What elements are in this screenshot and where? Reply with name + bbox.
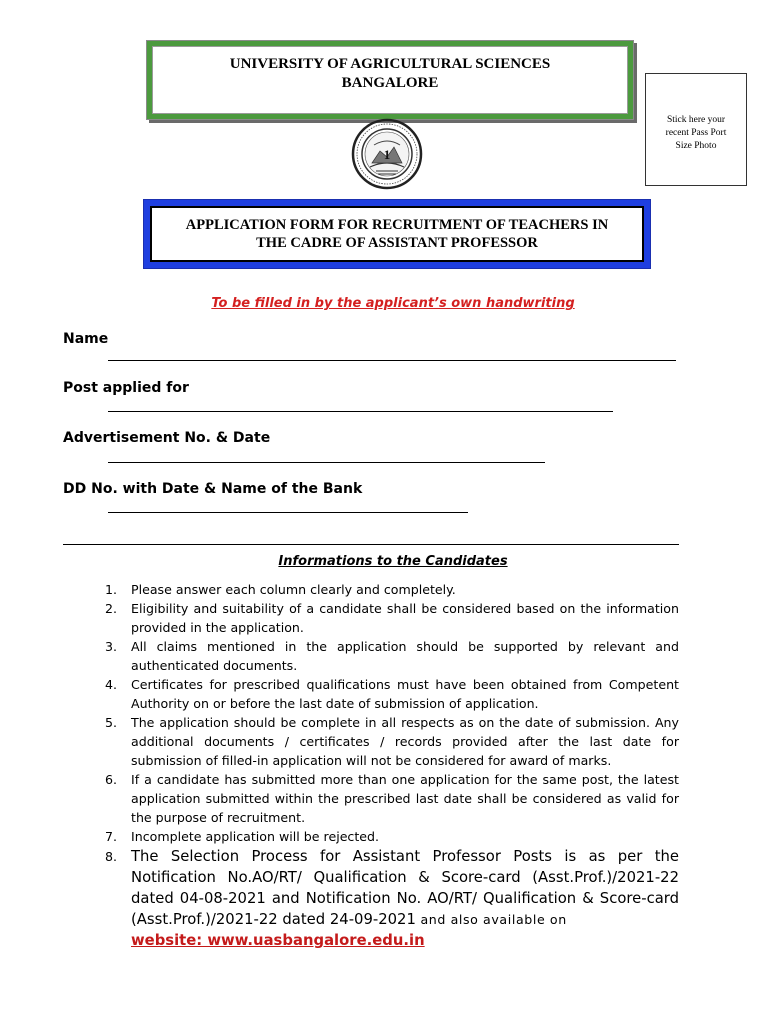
list-number: 8. bbox=[105, 849, 118, 864]
list-number: 2. bbox=[105, 601, 118, 616]
svg-text:1: 1 bbox=[383, 147, 391, 162]
list-number: 7. bbox=[105, 829, 118, 844]
list-number: 5. bbox=[105, 715, 118, 730]
list-text: Please answer each column clearly and completely. bbox=[131, 582, 456, 597]
list-text bbox=[131, 846, 679, 951]
dd-bank-label: DD No. with Date & Name of the Bank bbox=[63, 481, 363, 497]
list-item bbox=[105, 827, 679, 846]
list-item bbox=[105, 713, 679, 770]
advertisement-label: Advertisement No. & Date bbox=[63, 430, 271, 446]
list-item bbox=[105, 846, 679, 951]
list-number: 6. bbox=[105, 772, 118, 787]
info-title: Informations to the Candidates bbox=[278, 554, 508, 569]
list-number: 1. bbox=[105, 582, 118, 597]
application-title-line1: APPLICATION FORM FOR RECRUITMENT OF TEACHERS IN bbox=[185, 217, 609, 233]
list-item bbox=[105, 580, 679, 599]
photo-text-line3: Size Photo bbox=[675, 141, 717, 151]
list-text: If a candidate has submitted more than one application for the same post, the latest application submitted within the prescribed last date shall be considered as valid for the purpose of recruitment. bbox=[131, 772, 679, 825]
list-number: 4. bbox=[105, 677, 118, 692]
section-divider bbox=[63, 544, 679, 545]
list-text: All claims mentioned in the application should be supported by relevant and authenticated documents. bbox=[131, 639, 679, 673]
dd-bank-line[interactable] bbox=[108, 512, 468, 513]
post-applied-label: Post applied for bbox=[63, 380, 189, 396]
list-text: The application should be complete in all respects as on the date of submission. Any additional documents / certificates / records provided after the last date for submission of filled-in application will not be considered for award of marks. bbox=[131, 715, 679, 768]
university-header-box bbox=[146, 40, 634, 120]
name-line[interactable] bbox=[108, 360, 676, 361]
list-item bbox=[105, 675, 679, 713]
list-item bbox=[105, 599, 679, 637]
application-title-box bbox=[143, 199, 651, 269]
name-label: Name bbox=[63, 331, 109, 347]
list-text: Eligibility and suitability of a candidate shall be considered based on the information provided in the application. bbox=[131, 601, 679, 635]
application-title-line2: THE CADRE OF ASSISTANT PROFESSOR bbox=[256, 235, 538, 251]
photo-instructions bbox=[646, 114, 746, 153]
available-on-text: and also available on bbox=[415, 912, 567, 927]
photo-text-line2: recent Pass Port bbox=[665, 128, 727, 138]
university-name-line2: BANGALORE bbox=[341, 75, 439, 91]
handwriting-instruction: To be filled in by the applicant’s own handwriting bbox=[211, 296, 575, 311]
photo-text-line1: Stick here your bbox=[666, 115, 726, 125]
advertisement-line[interactable] bbox=[108, 462, 545, 463]
passport-photo-box bbox=[645, 73, 747, 186]
university-name-line1: UNIVERSITY OF AGRICULTURAL SCIENCES bbox=[229, 56, 551, 72]
selection-process-text: The Selection Process for Assistant Professor Posts is as per the Notification No.AO/RT/ Qualification & Score-card (Asst.Prof.)/2021-22 dated 04-08-2021 and Notification No. AO/RT/ Qualification & Score-card (Asst.Prof.)/2021-22 dated 24-09-2021 bbox=[131, 848, 679, 928]
list-item bbox=[105, 637, 679, 675]
list-number: 3. bbox=[105, 639, 118, 654]
list-item bbox=[105, 770, 679, 827]
info-list bbox=[105, 580, 679, 951]
list-text: Incomplete application will be rejected. bbox=[131, 829, 380, 844]
application-title-inner bbox=[150, 206, 644, 262]
university-header-inner bbox=[152, 46, 628, 114]
university-seal-icon bbox=[350, 117, 424, 191]
post-applied-line[interactable] bbox=[108, 411, 613, 412]
list-text: Certificates for prescribed qualifications must have been obtained from Competent Authority on or before the last date of submission of application. bbox=[131, 677, 679, 711]
website-link[interactable]: website: www.uasbangalore.edu.in bbox=[131, 932, 425, 949]
